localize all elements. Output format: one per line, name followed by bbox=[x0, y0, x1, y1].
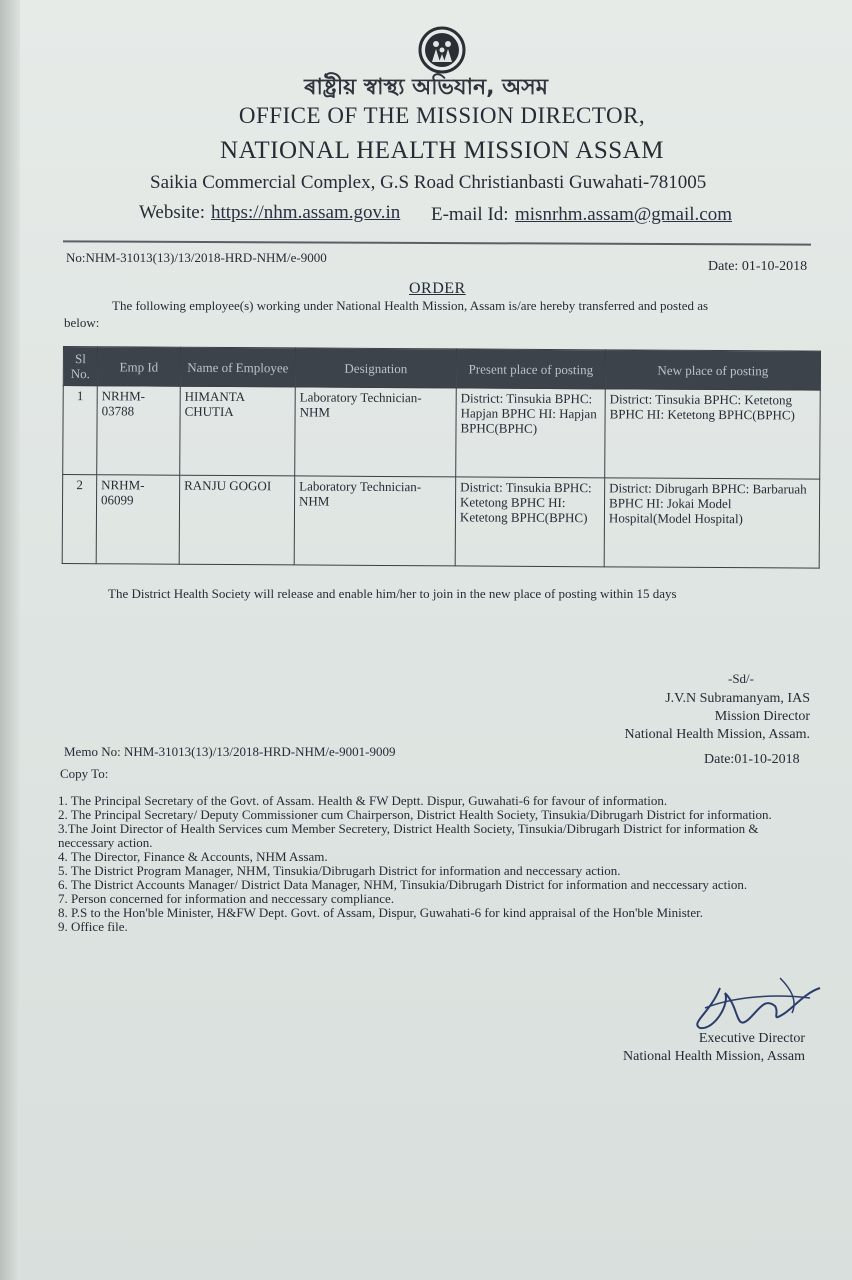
cell-designation: Laboratory Technician-NHM bbox=[295, 387, 457, 477]
office-title-line2: NATIONAL HEALTH MISSION ASSAM bbox=[220, 137, 664, 164]
order-intro: The following employee(s) working under National Health Mission, Assam is/are hereby transferred and posted as bbox=[112, 298, 709, 313]
list-item: 2. The Principal Secretary/ Deputy Commissioner cum Chairperson, District Health Society, Tinsukia/Dibrugarh District for information. bbox=[58, 807, 772, 822]
website-link[interactable]: https://nhm.assam.gov.in bbox=[211, 202, 401, 223]
transfer-table bbox=[62, 346, 821, 569]
cell-present-posting: District: Tinsukia BPHC: Ketetong BPHC HI: Ketetong BPHC(BPHC) bbox=[455, 477, 605, 567]
cell-new-posting: District: Dibrugarh BPHC: Barbaruah BPHC HI: Jokai Model Hospital(Model Hospital) bbox=[604, 478, 820, 568]
cell-sl: 2 bbox=[62, 475, 97, 564]
list-item: 8. P.S to the Hon'ble Minister, H&FW Dept. Govt. of Assam, Dispur, Guwahati-6 for kind appraisal of the Hon'ble Minister. bbox=[58, 905, 704, 920]
executive-title: Executive Director bbox=[698, 1031, 805, 1046]
order-reference-number: No:NHM-31013(13)/13/2018-HRD-NHM/e-9000 bbox=[66, 250, 327, 265]
bengali-title: ৰাষ্ট্ৰীয় স্বাস্থ্য অভিযান, অসম bbox=[304, 75, 548, 100]
office-address: Saikia Commercial Complex, G.S Road Christianbasti Guwahati-781005 bbox=[150, 172, 707, 193]
cell-present-posting: District: Tinsukia BPHC: Hapjan BPHC HI: Hapjan BPHC(BPHC) bbox=[456, 388, 606, 478]
cell-sl: 1 bbox=[63, 386, 98, 475]
table-row bbox=[63, 386, 821, 480]
signatory-block bbox=[0, 690, 810, 744]
column-header: New place of posting bbox=[605, 350, 820, 390]
cell-designation: Laboratory Technician-NHM bbox=[294, 476, 456, 566]
copy-to-list bbox=[58, 794, 803, 934]
signatory-name: J.V.N Subramanyam, IAS bbox=[665, 691, 810, 706]
signed-mark: -Sd/- bbox=[728, 671, 754, 686]
table-header-row bbox=[63, 347, 820, 391]
order-date: Date: 01-10-2018 bbox=[708, 259, 808, 274]
column-header: Emp Id bbox=[97, 347, 180, 387]
list-item: 6. The District Accounts Manager/ District Data Manager, NHM, Tinsukia/Dibrugarh District for information and neccessary action. bbox=[58, 877, 748, 892]
order-heading: ORDER bbox=[409, 280, 466, 297]
release-note: The District Health Society will release and enable him/her to join in the new place of posting within 15 days bbox=[108, 586, 677, 601]
cell-emp-id: NRHM-06099 bbox=[96, 475, 180, 565]
table-row bbox=[62, 475, 820, 569]
nhm-emblem-logo bbox=[418, 26, 466, 74]
column-header: Name of Employee bbox=[180, 347, 295, 387]
cell-name: HIMANTA CHUTIA bbox=[180, 386, 296, 476]
list-item: 3.The Joint Director of Health Services cum Member Secretery, District Health Society, Tinsukia/Dibrugarh District for information & neccessary action. bbox=[58, 821, 759, 850]
column-header: Designation bbox=[295, 348, 456, 388]
order-intro-continued: below: bbox=[64, 315, 100, 330]
cell-name: RANJU GOGOI bbox=[179, 475, 295, 565]
executive-org: National Health Mission, Assam bbox=[623, 1049, 805, 1064]
list-item: 4. The Director, Finance & Accounts, NHM Assam. bbox=[58, 849, 328, 864]
signatory-title: Mission Director bbox=[714, 709, 810, 724]
list-item: 9. Office file. bbox=[58, 919, 128, 934]
email-label: E-mail Id: bbox=[431, 204, 509, 225]
email-link[interactable]: misnrhm.assam@gmail.com bbox=[515, 204, 732, 225]
list-item: 5. The District Program Manager, NHM, Tinsukia/Dibrugarh District for information and neccessary action. bbox=[58, 863, 621, 878]
cell-emp-id: NRHM-03788 bbox=[97, 386, 181, 476]
list-item: 7. Person concerned for information and neccessary compliance. bbox=[58, 891, 395, 906]
paper-fold-shadow bbox=[0, 0, 20, 1280]
signatory-org: National Health Mission, Assam. bbox=[624, 727, 810, 742]
column-header: Sl No. bbox=[63, 347, 97, 386]
website-label: Website: bbox=[139, 202, 206, 223]
list-item: 1. The Principal Secretary of the Govt. of Assam. Health & FW Deptt. Dispur, Guwahati-6 for favour of information. bbox=[58, 793, 668, 808]
copy-to-label: Copy To: bbox=[60, 766, 109, 781]
memo-date: Date:01-10-2018 bbox=[704, 752, 800, 767]
office-title-line1: OFFICE OF THE MISSION DIRECTOR, bbox=[238, 103, 646, 128]
cell-new-posting: District: Tinsukia BPHC: Ketetong BPHC HI: Ketetong BPHC(BPHC) bbox=[605, 389, 821, 479]
executive-signatory-block bbox=[0, 1030, 805, 1066]
column-header: Present place of posting bbox=[456, 349, 605, 389]
memo-number: Memo No: NHM-31013(13)/13/2018-HRD-NHM/e-9001-9009 bbox=[64, 744, 396, 759]
